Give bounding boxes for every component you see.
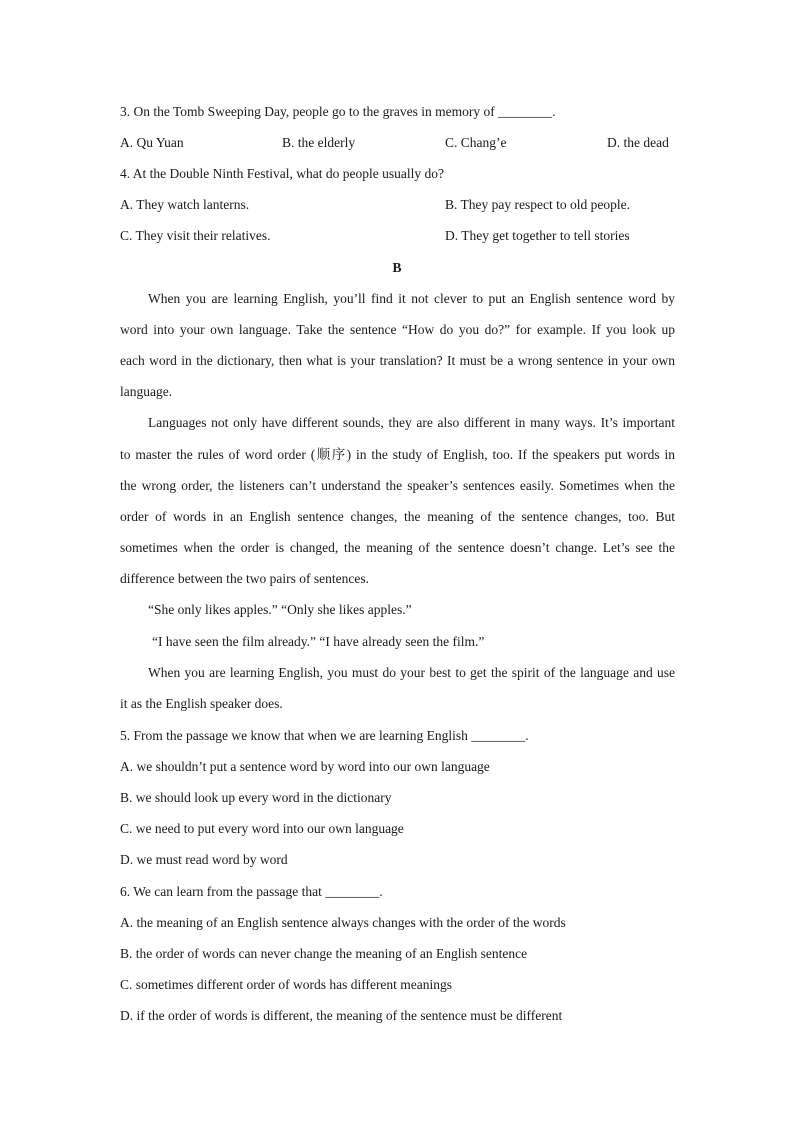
question-3-stem: 3. On the Tomb Sweeping Day, people go to the graves in memory of ________. xyxy=(120,104,556,119)
question-4-option-d: D. They get together to tell stories xyxy=(445,228,630,243)
paragraph-1-line-1: When you are learning English, you’ll find it not clever to put an English sentence word by xyxy=(148,291,675,306)
paragraph-2-line-3: the wrong order, the listeners can’t understand the speaker’s sentences easily. Sometimes when the xyxy=(120,478,675,493)
question-3-option-b: B. the elderly xyxy=(282,135,356,150)
paragraph-1-line-2: word into your own language. Take the sentence “How do you do?” for example. If you look up xyxy=(120,322,675,337)
paragraph-2-line-6: difference between the two pairs of sentences. xyxy=(120,571,370,586)
paragraph-1-line-4: language. xyxy=(120,384,173,399)
example-sentence-pair-1: “She only likes apples.” “Only she likes apples.” xyxy=(148,602,412,617)
paragraph-3-line-1: When you are learning English, you must do your best to get the spirit of the language and use xyxy=(148,665,675,680)
question-5-option-a: A. we shouldn’t put a sentence word by word into our own language xyxy=(120,759,490,774)
question-4-option-a: A. They watch lanterns. xyxy=(120,197,250,212)
question-6-option-a: A. the meaning of an English sentence always changes with the order of the words xyxy=(120,915,566,930)
question-5-option-c: C. we need to put every word into our own language xyxy=(120,821,404,836)
passage-heading: B xyxy=(392,260,402,275)
paragraph-2-line-4: order of words in an English sentence changes, the meaning of the sentence changes, too. But xyxy=(120,509,675,524)
question-6-option-b: B. the order of words can never change the meaning of an English sentence xyxy=(120,946,528,961)
question-5-stem: 5. From the passage we know that when we are learning English ________. xyxy=(120,728,529,743)
paragraph-2-line-1: Languages not only have different sounds, they are also different in many ways. It’s important xyxy=(148,415,675,430)
paragraph-1-line-3: each word in the dictionary, then what is your translation? It must be a wrong sentence in your own xyxy=(120,353,675,368)
question-3-option-a: A. Qu Yuan xyxy=(120,135,184,150)
question-3-option-c: C. Chang’e xyxy=(445,135,507,150)
question-6-option-c: C. sometimes different order of words has different meanings xyxy=(120,977,453,992)
question-4-option-b: B. They pay respect to old people. xyxy=(445,197,630,212)
question-6-option-d: D. if the order of words is different, the meaning of the sentence must be different xyxy=(120,1008,563,1023)
question-3-option-d: D. the dead xyxy=(607,135,669,150)
question-6-stem: 6. We can learn from the passage that ________. xyxy=(120,884,383,899)
question-4-stem: 4. At the Double Ninth Festival, what do people usually do? xyxy=(120,166,444,181)
paragraph-3-line-2: it as the English speaker does. xyxy=(120,696,283,711)
paragraph-2-line-2: to master the rules of word order (顺序) in the study of English, too. If the speakers put words in xyxy=(120,447,675,462)
example-sentence-pair-2: “I have seen the film already.” “I have already seen the film.” xyxy=(152,634,485,649)
question-5-option-b: B. we should look up every word in the dictionary xyxy=(120,790,392,805)
question-5-option-d: D. we must read word by word xyxy=(120,852,288,867)
question-4-option-c: C. They visit their relatives. xyxy=(120,228,271,243)
paragraph-2-line-5: sometimes when the order is changed, the meaning of the sentence doesn’t change. Let’s see the xyxy=(120,540,675,555)
